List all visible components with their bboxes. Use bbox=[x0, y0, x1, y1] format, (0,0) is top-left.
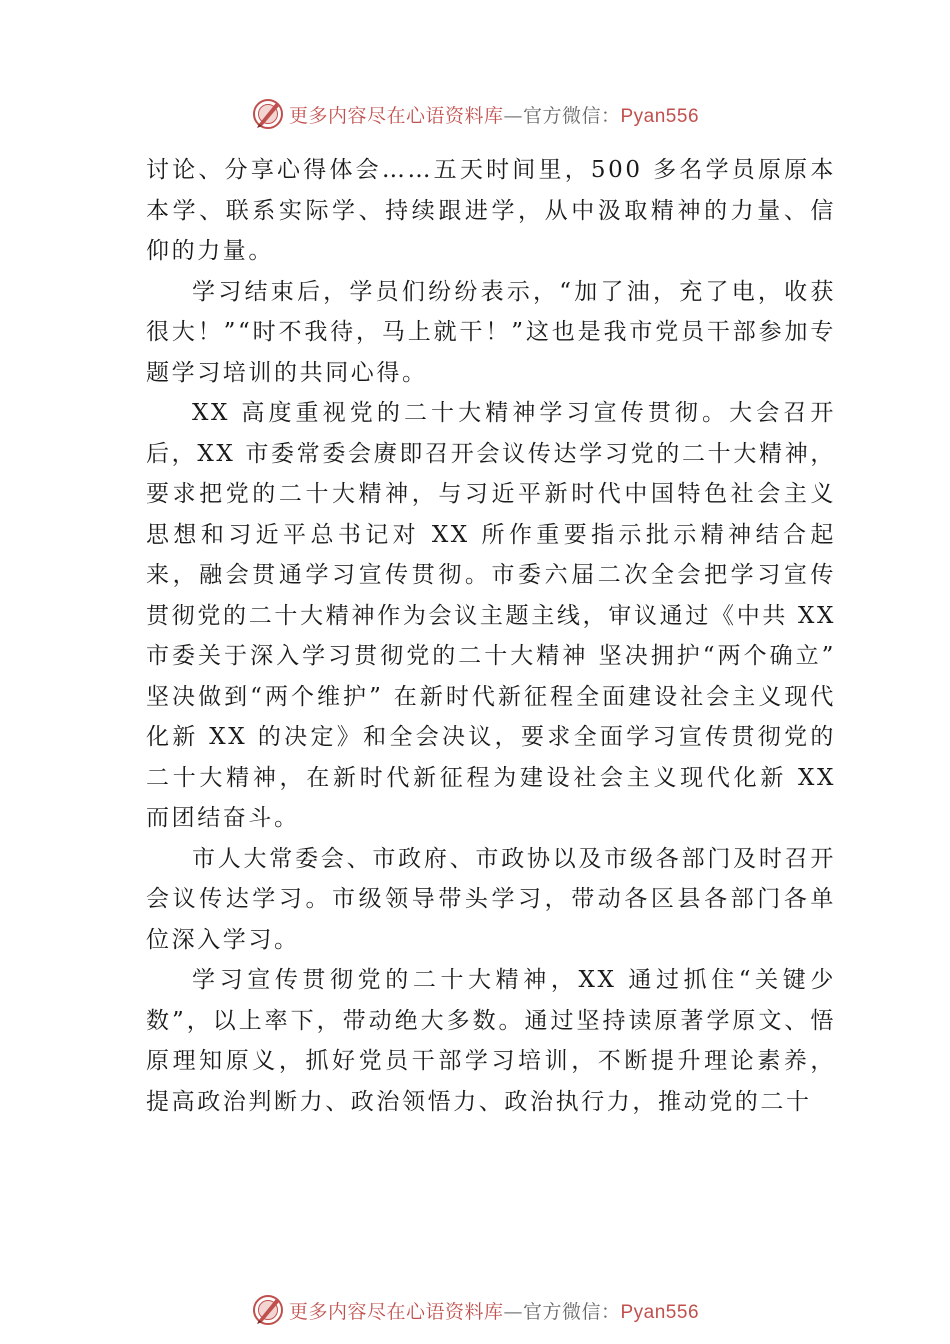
footer-banner bbox=[0, 1290, 950, 1330]
header-banner-text bbox=[289, 101, 699, 128]
header-banner bbox=[0, 94, 950, 134]
header-wechat-label: 官方微信： bbox=[522, 104, 621, 127]
body-paragraph: 学习结束后，学员们纷纷表示，“加了油，充了电，收获很大！”“时不我待，马上就干！”这也是我市党员干部参加专题学习培训的共同心得。 bbox=[146, 278, 836, 386]
body-paragraph: 市人大常委会、市政府、市政协以及市级各部门及时召开会议传达学习。市级领导带头学习，带动各区县各部门各单位深入学习。 bbox=[146, 845, 836, 953]
footer-banner-text bbox=[289, 1297, 699, 1324]
footer-wechat-id: Pyan556 bbox=[620, 1301, 700, 1323]
body-paragraph-continued: 讨论、分享心得体会……五天时间里，500 多名学员原原本本学、联系实际学、持续跟进学，从中汲取精神的力量、信仰的力量。 bbox=[146, 157, 836, 264]
footer-wechat-label: 官方微信： bbox=[522, 1300, 621, 1323]
footer-dash: — bbox=[503, 1300, 523, 1323]
header-site-name: 更多内容尽在心语资料库 bbox=[288, 104, 504, 127]
header-wechat-id: Pyan556 bbox=[620, 105, 700, 127]
footer-site-name: 更多内容尽在心语资料库 bbox=[288, 1300, 504, 1323]
document-body bbox=[146, 150, 836, 1122]
pen-seal-logo-icon bbox=[251, 97, 285, 131]
header-dash: — bbox=[503, 104, 523, 127]
body-paragraph: XX 高度重视党的二十大精神学习宣传贯彻。大会召开后，XX 市委常委会赓即召开会议传达学习党的二十大精神，要求把党的二十大精神，与习近平新时代中国特色社会主义思想和习近平总书记对 XX 所作重要指示批示精神结合起来，融会贯通学习宣传贯彻。市委六届二次全会把学习宣传贯彻党的二十大精神作为会议主题主线，审议通过《中共 XX 市委关于深入学习贯彻党的二十大精神 坚决拥护“两个确立” 坚决做到“两个维护” 在新时代新征程全面建设社会主义现代化新 XX 的决定》和全会决议，要求全面学习宣传贯彻党的二十大精神，在新时代新征程为建设社会主义现代化新 XX 而团结奋斗。 bbox=[146, 400, 836, 831]
pen-seal-logo-icon bbox=[251, 1293, 285, 1327]
body-paragraph: 学习宣传贯彻党的二十大精神，XX 通过抓住“关键少数”，以上率下，带动绝大多数。通过坚持读原著学原文、悟原理知原义，抓好党员干部学习培训，不断提升理论素养， 提高政治判断力、政治领悟力、政治执行力，推动党的二十 bbox=[146, 967, 836, 1115]
